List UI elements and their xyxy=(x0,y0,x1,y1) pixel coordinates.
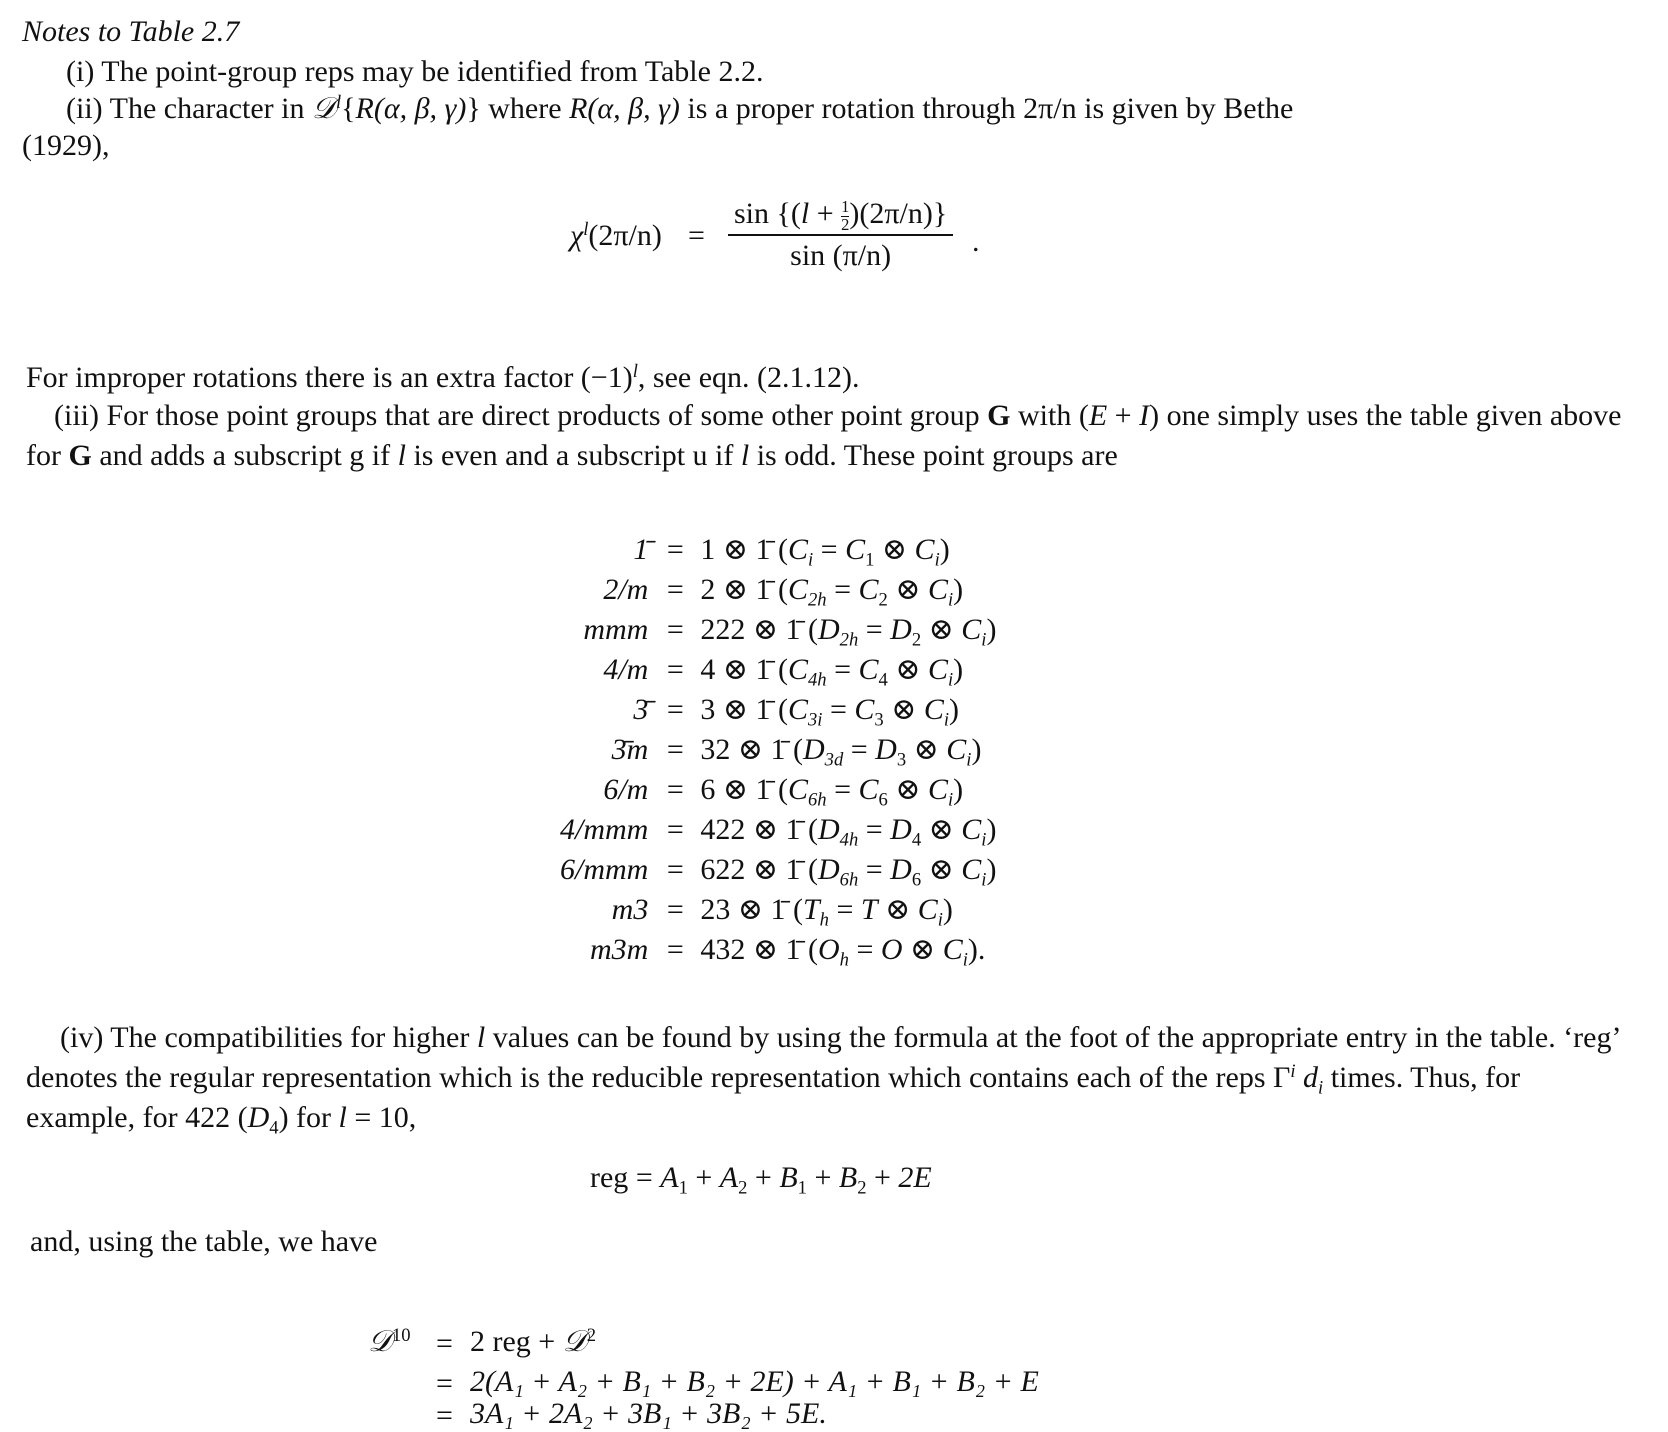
point-group-row xyxy=(560,850,996,890)
plus-sign: + xyxy=(747,1161,780,1194)
note-i: (i) The point-group reps may be identified from Table 2.2. xyxy=(66,55,764,88)
equals-sign: = xyxy=(666,773,684,806)
equals-sign: = xyxy=(666,653,684,686)
equals-sign: = xyxy=(628,1161,661,1194)
chi-denominator: sin (π/n) xyxy=(728,234,953,276)
point-group-row xyxy=(560,770,996,810)
rep-symbol: 𝒟 xyxy=(312,92,336,125)
irrep-subscript: 1 xyxy=(678,1177,688,1199)
irrep-term: 2E xyxy=(898,1161,932,1194)
note-ii-line1: (ii) The character in 𝒟$^l${R(α, β, γ)} where R(α, β, γ) is a proper rotation through 2π/n is given by Bethe xyxy=(66,91,1294,125)
final-line2: 2(A₁ + A₂ + B₁ + B₂ + 2E) + A₁ + B₁ + B₂ + E xyxy=(470,1365,1039,1398)
group-symbol: 3̄m xyxy=(611,733,649,766)
plus-sign: + xyxy=(866,1161,899,1194)
irrep-term: A xyxy=(660,1161,679,1194)
group-decomposition: 3 ⊗ 1̄ ($C_{3i} = C_3$ ⊗ $C_i$) xyxy=(700,693,960,731)
group-decomposition: 422 ⊗ 1̄ ($D_{4h} = D_4$ ⊗ $C_i$) xyxy=(700,813,997,851)
note-iii: (iii) For those point groups that are direct products of some other point group G with (E + I) one simply uses the table given above for G and adds a subscript g if l is even and a subscript u if l is odd. These point groups are xyxy=(26,399,1622,472)
equals-sign: = xyxy=(666,813,684,846)
equals-sign: = xyxy=(666,933,684,966)
group-symbol: m3 xyxy=(611,893,649,926)
chi-numerator: sin {(l + $\frac{1}{2}$ )(2π/n)} xyxy=(734,197,948,234)
group-decomposition: 432 ⊗ 1̄ ($O_h = O$ ⊗ $C_i$). xyxy=(700,933,986,971)
irrep-subscript: 2 xyxy=(857,1177,867,1199)
group-decomposition: 6 ⊗ 1̄ ($C_{6h} = C_6$ ⊗ $C_i$) xyxy=(700,773,964,811)
final-line1: 2 reg + 𝒟$^2$ xyxy=(470,1324,596,1358)
group-symbol: 6/m xyxy=(603,773,649,806)
point-group-list xyxy=(560,530,996,970)
final-eq3: = xyxy=(436,1399,453,1432)
group-decomposition: 222 ⊗ 1̄ ($D_{2h} = D_2$ ⊗ $C_i$) xyxy=(700,613,997,651)
improper-note: For improper rotations there is an extra factor $(-1)^l$, see eqn. (2.1.12). xyxy=(26,360,860,394)
group-symbol: 6/mmm xyxy=(560,853,649,886)
group-decomposition: 1 ⊗ 1̄ ($C_i = C_1$ ⊗ $C_i$) xyxy=(700,533,950,571)
point-group-row xyxy=(560,930,996,970)
group-symbol: 4/m xyxy=(603,653,649,686)
plus-sign: + xyxy=(687,1161,720,1194)
group-symbol: 2/m xyxy=(603,573,649,606)
chi-equals: = xyxy=(688,219,705,252)
point-group-row xyxy=(560,690,996,730)
group-symbol: m3m xyxy=(590,933,649,966)
equals-sign: = xyxy=(666,573,684,606)
group-symbol: 1̄ xyxy=(633,533,649,566)
irrep-term: B xyxy=(838,1161,858,1194)
final-line3: 3A₁ + 2A₂ + 3B₁ + 3B₂ + 5E. xyxy=(470,1397,827,1430)
group-decomposition: 4 ⊗ 1̄ ($C_{4h} = C_4$ ⊗ $C_i$) xyxy=(700,653,964,691)
final-eq2: = xyxy=(436,1367,453,1400)
using-table-text: and, using the table, we have xyxy=(30,1225,378,1258)
group-decomposition: 2 ⊗ 1̄ ($C_{2h} = C_2$ ⊗ $C_i$) xyxy=(700,573,964,611)
point-group-row xyxy=(560,890,996,930)
equals-sign: = xyxy=(666,613,684,646)
note-ii-text2: where xyxy=(488,92,562,125)
note-ii-line2: (1929), xyxy=(22,129,110,162)
irrep-subscript: 2 xyxy=(738,1177,748,1199)
irrep-subscript: 1 xyxy=(797,1177,807,1199)
final-eq1: = xyxy=(436,1327,453,1360)
group-decomposition: 23 ⊗ 1̄ ($T_h = T$ ⊗ $C_i$) xyxy=(700,893,953,931)
point-group-row xyxy=(560,730,996,770)
point-group-row xyxy=(560,810,996,850)
equals-sign: = xyxy=(666,533,684,566)
group-decomposition: 622 ⊗ 1̄ ($D_{6h} = D_6$ ⊗ $C_i$) xyxy=(700,853,997,891)
irrep-term: B xyxy=(779,1161,798,1194)
chi-period: . xyxy=(972,225,980,258)
note-ii-label: (ii) xyxy=(66,92,103,125)
point-group-row xyxy=(560,530,996,570)
chi-fraction xyxy=(728,194,953,276)
irrep-term: A xyxy=(719,1161,739,1194)
point-group-row xyxy=(560,650,996,690)
note-iv: (iv) The compatibilities for higher l values can be found by using the formula at the foot of the appropriate entry in the table. ‘reg’ denotes the regular representation which is the reducible representation which contains each of the reps $\Gamma^i$ $d_i$ times. Thus, for example, for 422 $(D_4)$ for l = 10, xyxy=(26,1021,1620,1139)
group-symbol: mmm xyxy=(583,613,649,646)
group-symbol: 4/mmm xyxy=(560,813,649,846)
equals-sign: = xyxy=(666,853,684,886)
plus-sign: + xyxy=(806,1161,839,1194)
note-ii-text1: The character in xyxy=(109,92,305,125)
reg-label: reg xyxy=(590,1161,629,1194)
note-ii-text3: is a proper rotation through 2π/n is given by Bethe xyxy=(687,92,1294,125)
point-group-row xyxy=(560,570,996,610)
equals-sign: = xyxy=(666,893,684,926)
point-group-row xyxy=(560,610,996,650)
chi-lhs: $\chi^l(2\pi/n)$ xyxy=(570,218,662,252)
notes-heading: Notes to Table 2.7 xyxy=(22,15,240,48)
equals-sign: = xyxy=(666,693,684,726)
equals-sign: = xyxy=(666,733,684,766)
final-lhs: 𝒟$^{10}$ xyxy=(368,1324,411,1358)
group-symbol: 3̄ xyxy=(633,693,649,726)
reg-equation xyxy=(590,1158,932,1198)
group-decomposition: 32 ⊗ 1̄ ($D_{3d} = D_3$ ⊗ $C_i$) xyxy=(700,733,982,771)
